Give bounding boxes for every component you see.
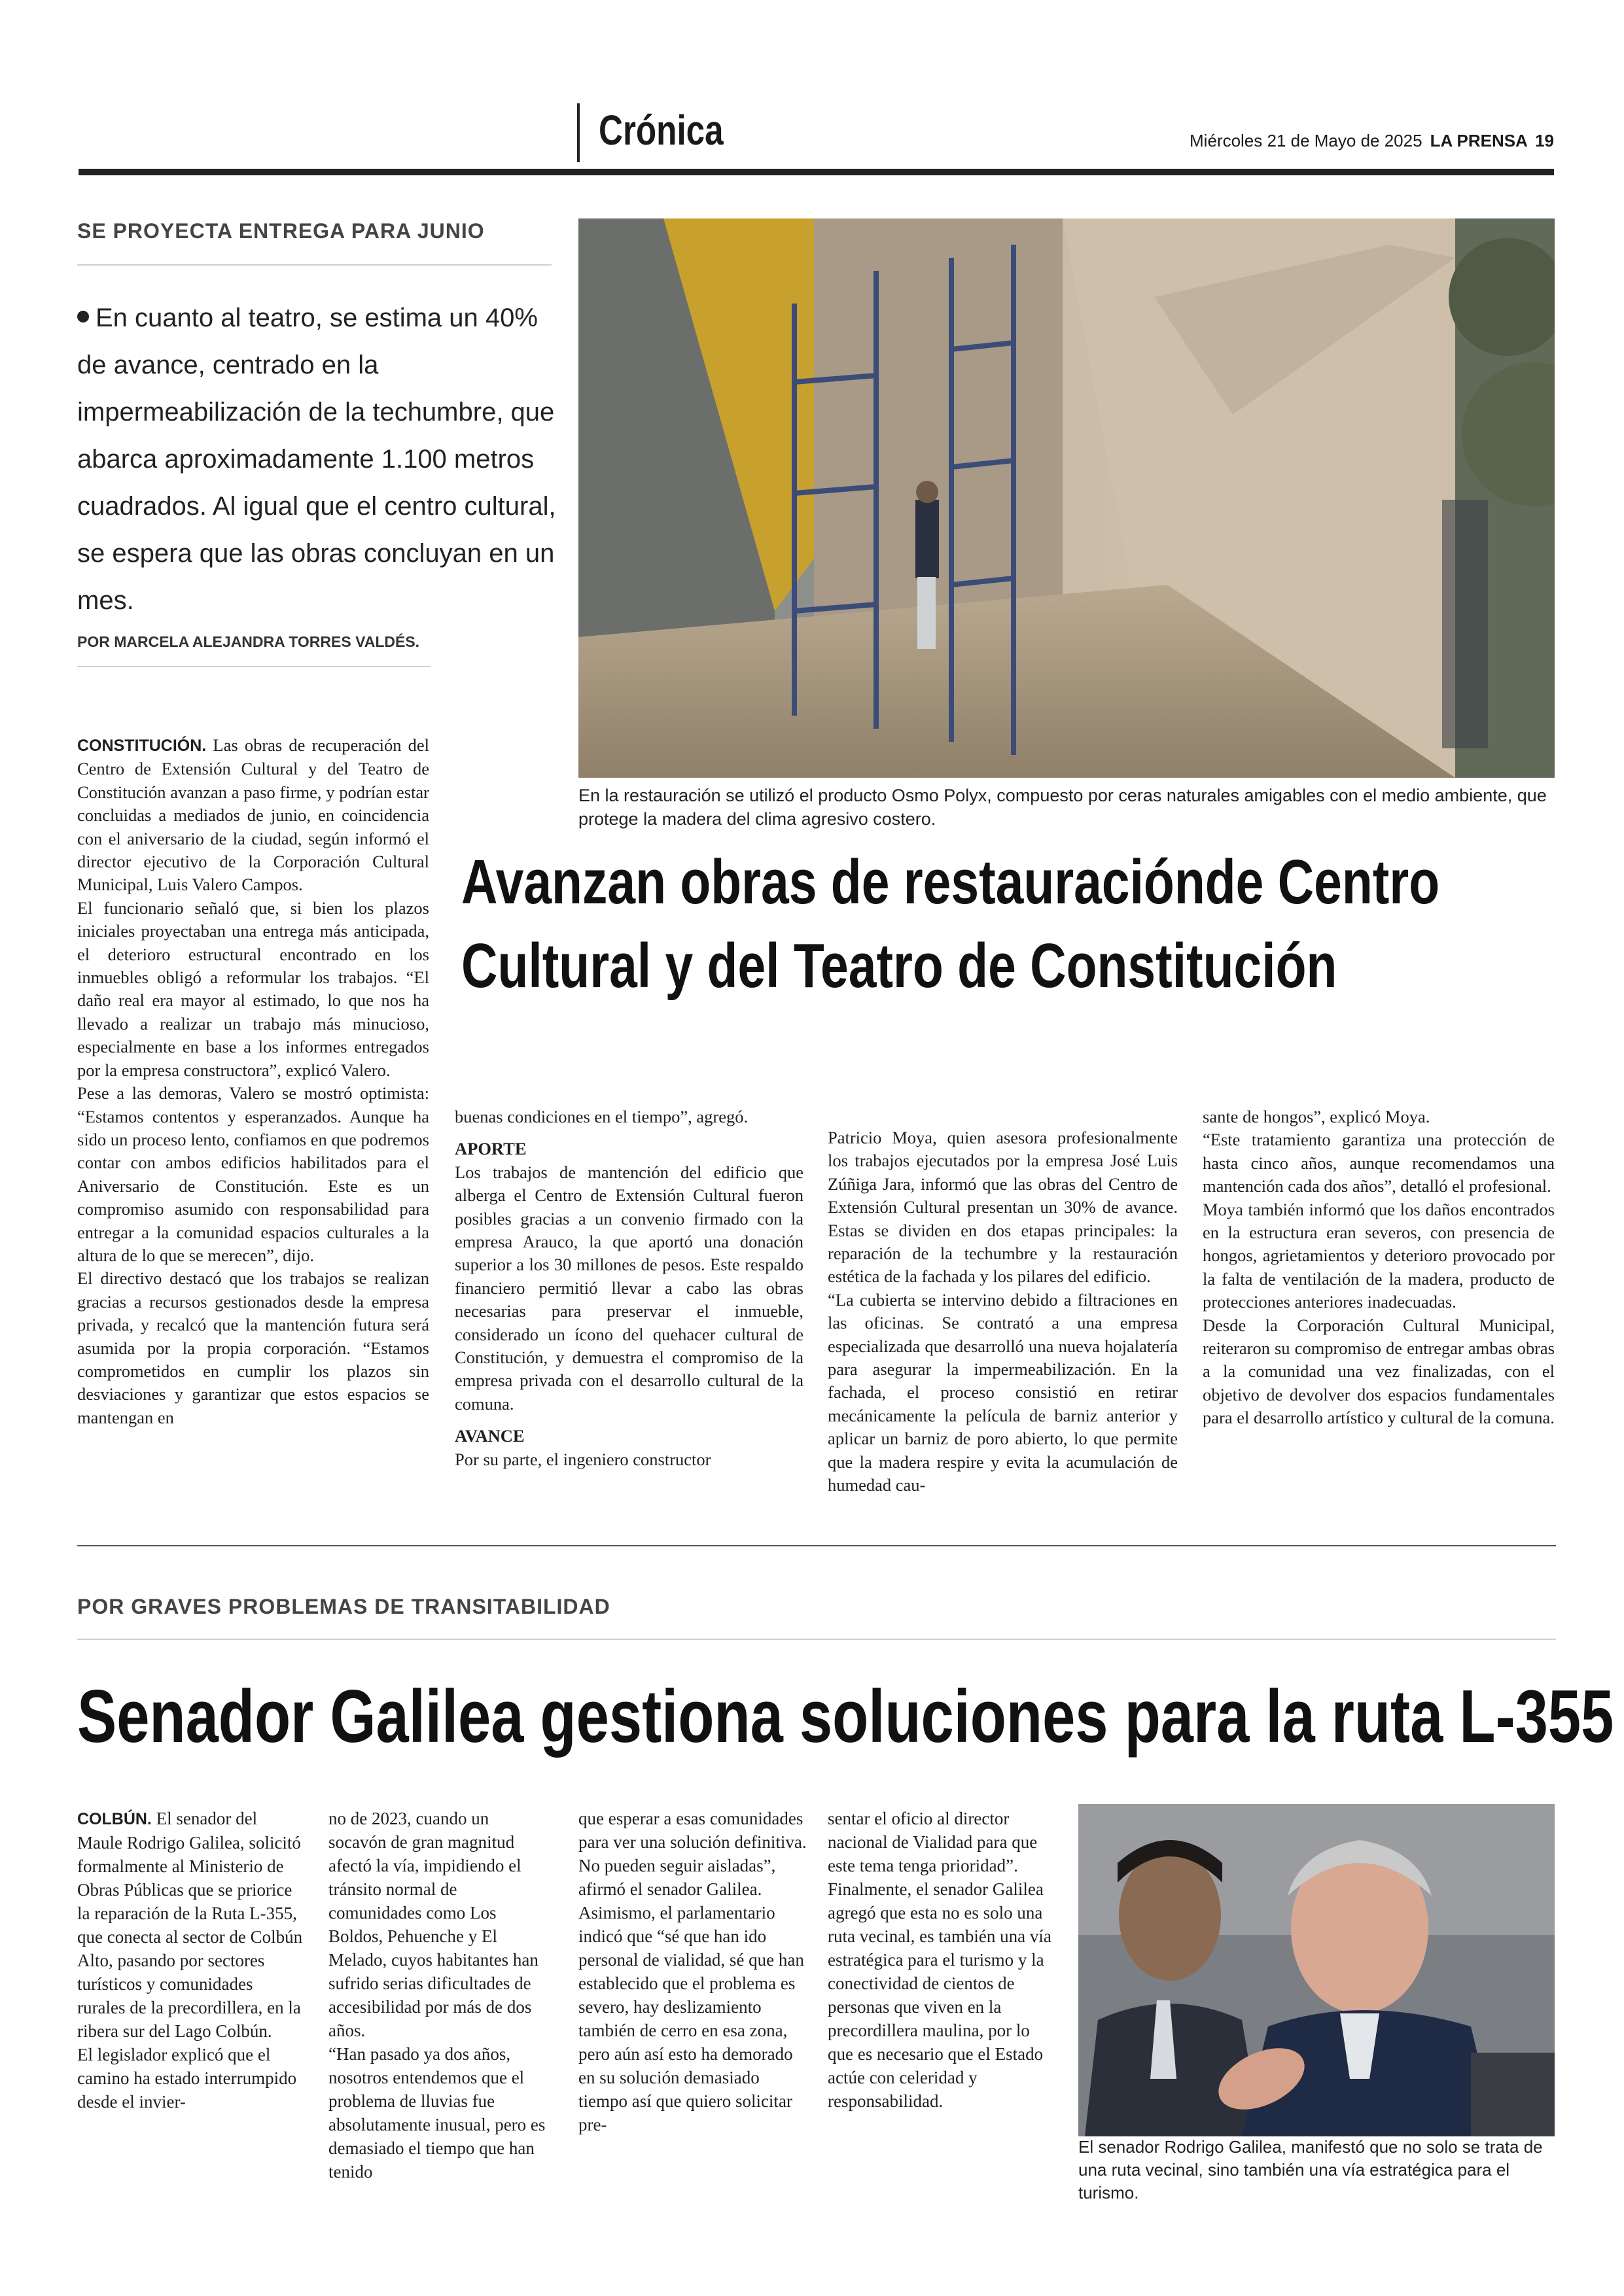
page-number: 19 <box>1535 131 1554 150</box>
section-title: Crónica <box>599 107 724 154</box>
paragraph: buenas condiciones en el tiempo”, agregó. <box>455 1107 749 1126</box>
paragraph: Patricio Moya, quien asesora profesionalmente los trabajos ejecutados por la empresa José Luis Zúñiga Jara, informó que las obras del Centro de Extensión Cultural presentan un 30% de avance. Estas se dividen en dos etapas principales: la reparación de la techumbre y la restauración estética de la fachada y los pilares del edificio. <box>828 1128 1178 1287</box>
summary-text: En cuanto al teatro, se estima un 40% de avance, centrado en la impermeabilización de la techumbre, que abarca aproximadamente 1.100 metros cuadrados. Al igual que el centro cultural, se espera que las obras concluyan en un mes. <box>77 304 556 615</box>
paragraph: Las obras de recuperación del Centro de Extensión Cultural y del Teatro de Constitución avanzan a paso firme, y podrían estar concluidas a mediados de junio, en coincidencia con el aniversario de la ciudad, según informó el director ejecutivo de la Corporación Cultural Municipal, Luis Valero Campos. <box>77 735 430 895</box>
article2-photo-caption: El senador Rodrigo Galilea, manifestó que no solo se trata de una ruta vecinal, sino también una vía estratégica para el turismo. <box>1078 2137 1543 2202</box>
subheading: AVANCE <box>455 1426 525 1446</box>
article1-column-3 <box>828 1126 1178 1497</box>
paragraph: El legislador explicó que el camino ha estado interrumpido desde el invier- <box>77 2045 297 2112</box>
article1-column-4 <box>1203 1105 1555 1430</box>
paragraph: “La cubierta se intervino debido a filtraciones en las oficinas. Se contrató a una empresa especializada que desarrolló una nueva hojalatería para asegurar la impermeabilización. En la fachada, el proceso consistió en retirar mecánicamente la película de barniz anterior y aplicar un barniz de poro abierto, lo que permite que la madera respire y evita la acumulación de humedad cau- <box>828 1289 1178 1495</box>
kicker-rule <box>77 264 552 266</box>
article2-headline: Senador Galilea gestiona soluciones para la ruta L-355 <box>77 1675 1614 1758</box>
paragraph: El senador del Maule Rodrigo Galilea, solicitó formalmente al Ministerio de Obras Públicas que se priorice la reparación de la Ruta L-355, que conecta al sector de Colbún Alto, pasando por sectores turísticos y comunidades rurales de la precordillera, en la ribera sur del Lago Colbún. <box>77 1809 303 2041</box>
paragraph: Por su parte, el ingeniero constructor <box>455 1449 711 1469</box>
article1-headline <box>461 841 1439 1008</box>
edition-info <box>1190 131 1554 151</box>
byline-rule <box>77 666 431 667</box>
paragraph: “Este tratamiento garantiza una protección de hasta cinco años, aunque recomendamos una mantención cada dos años”, detalló el profesional. <box>1203 1130 1555 1196</box>
paragraph: “Han pasado ya dos años, nosotros entendemos que el problema de lluvias fue absolutamente inusual, pero es demasiado el tiempo que han tenido <box>328 2044 546 2182</box>
paragraph: El funcionario señaló que, si bien los plazos iniciales proyectaban una entrega más anticipada, el deterioro estructural encontrado en los inmuebles obligó a reformular los trabajos. “El daño real era mayor al estimado, lo que nos ha llevado a realizar un trabajo más minucioso, especialmente en base a los informes entregados por la empresa constructora”, explicó Valero. <box>77 897 429 1080</box>
article2-column-3 <box>578 1807 807 2136</box>
headline-line: Cultural y del Teatro de Constitución <box>461 931 1337 1001</box>
article-separator <box>77 1545 1556 1546</box>
article1-photo <box>578 218 1555 778</box>
article1-summary <box>77 294 565 624</box>
paragraph: sentar el oficio al director nacional de Vialidad para que este tema tenga prioridad”. <box>828 1809 1038 1875</box>
paragraph: Finalmente, el senador Galilea agregó que esta no es solo una ruta vecinal, es también una vía estratégica para el turismo y la conectividad de cientos de personas que viven en la precordillera maulina, por lo que es necesario que el Estado actúe con celeridad y responsabilidad. <box>828 1879 1051 2111</box>
article1-photo-caption: En la restauración se utilizó el producto Osmo Polyx, compuesto por ceras naturales amigables con el medio ambiente, que protege la madera del clima agresivo costero. <box>578 786 1547 829</box>
article1-kicker: SE PROYECTA ENTREGA PARA JUNIO <box>77 219 485 243</box>
article2-column-2 <box>328 1807 551 2183</box>
paragraph: sante de hongos”, explicó Moya. <box>1203 1107 1430 1126</box>
dateline: CONSTITUCIÓN. <box>77 737 207 755</box>
article2-column-4 <box>828 1807 1057 2113</box>
paragraph: no de 2023, cuando un socavón de gran magnitud afectó la vía, impidiendo el tránsito normal de comunidades como Los Boldos, Pehuenche y El Melado, cuyos habitantes han sufrido serias dificultades de accesibilidad por más de dos años. <box>328 1809 538 2040</box>
kicker-rule <box>77 1639 1556 1640</box>
paragraph: Pese a las demoras, Valero se mostró optimista: “Estamos contentos y esperanzados. Aunque ha sido un proceso lento, confiamos en que podremos contar con ambos edificios habilitados para el Aniversario de Constitución. Este es un compromiso asumido con responsabilidad para entregar a la comunidad espacios culturales a la altura de lo que se merecen”, dijo. <box>77 1083 429 1265</box>
newspaper-name: LA PRENSA <box>1430 131 1528 150</box>
paragraph: El directivo destacó que los trabajos se realizan gracias a recursos gestionados desde la empresa privada, y recalcó que la mantención futura será asumida por la propia corporación. “Estamos comprometidos en cumplir los plazos sin desviaciones y garantizar que estos espacios se mantengan en <box>77 1268 429 1427</box>
bullet-icon <box>77 311 89 322</box>
issue-date: Miércoles 21 de Mayo de 2025 <box>1190 131 1422 150</box>
header-rule <box>79 169 1554 175</box>
paragraph: Moya también informó que los daños encontrados en la estructura eran severos, con presencia de hongos, agrietamientos y deterioro provocado por la falta de ventilación de la madera, producto de protecciones anteriores inadecuadas. <box>1203 1199 1555 1312</box>
header-divider <box>577 103 580 162</box>
article2-photo <box>1078 1804 1555 2136</box>
paragraph: Desde la Corporación Cultural Municipal, reiteraron su compromiso de entregar ambas obras a la comunidad una vez finalizadas, con el objetivo de devolver dos espacios fundamentales para el desarrollo artístico y cultural de la comuna. <box>1203 1315 1555 1428</box>
article2-column-1 <box>77 1807 303 2113</box>
paragraph: Los trabajos de mantención del edificio que alberga el Centro de Extensión Cultural fueron posibles gracias a un convenio firmado con la empresa Arauco, la que aportó una donación superior a los 30 millones de pesos. Este respaldo financiero permitió llevar a cabo las obras necesarias para preservar el inmueble, considerado un ícono del quehacer cultural de Constitución, y demuestra el compromiso de la empresa privada con el desarrollo cultural de la comuna. <box>455 1162 803 1414</box>
article1-byline: POR MARCELA ALEJANDRA TORRES VALDÉS. <box>77 633 420 650</box>
dateline: COLBÚN. <box>77 1810 152 1828</box>
article2-kicker: POR GRAVES PROBLEMAS DE TRANSITABILIDAD <box>77 1595 610 1618</box>
article1-column-1 <box>77 734 429 1429</box>
paragraph: Asimismo, el parlamentario indicó que “sé que han ido personal de vialidad, sé que han establecido que el problema es severo, hay deslizamiento también de cerro en esa zona, pero aún así esto ha demorado en su solución demasiado tiempo así que quiero solicitar pre- <box>578 1903 804 2134</box>
paragraph: que esperar a esas comunidades para ver una solución definitiva. No pueden seguir aisladas”, afirmó el senador Galilea. <box>578 1809 807 1899</box>
subheading: APORTE <box>455 1139 527 1159</box>
headline-line: Avanzan obras de restauraciónde Centro <box>461 847 1440 917</box>
article1-column-2 <box>455 1105 803 1471</box>
